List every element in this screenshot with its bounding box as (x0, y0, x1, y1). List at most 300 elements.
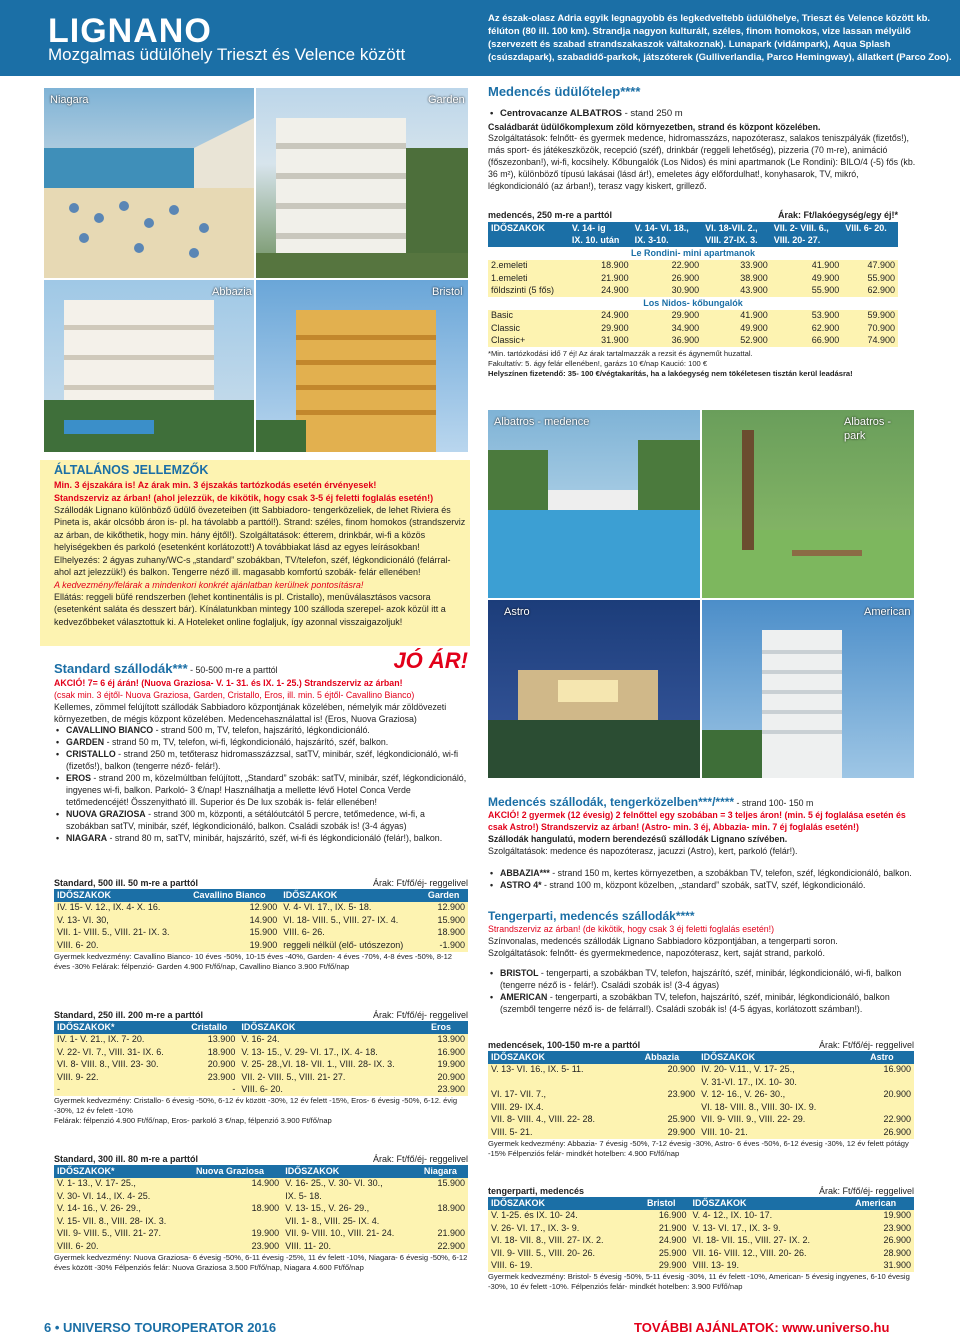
intro-text: Az észak-olasz Adria egyik legnagyobb és legkedveltebb üdülőhelye, Trieszt és Velence között kb. félúton (80 ill. 100 km). Strandja nagyon kulturált, széles, finom homokos, vize lassan mélyülő (szervezett és szabad strandszakaszok váltakoznak). Lunapark (vidámpark), Aqua Splash (csúszdapark), szabadidő-parkok, játszóterek (Gulliverlandia, Parco Hemingway), állatkert (Parco Zoo). (488, 13, 952, 64)
table-cell: VIII. 6- 19. (488, 1260, 644, 1273)
table-cell: Bristol (644, 1197, 689, 1210)
table-cell: - (188, 1084, 238, 1097)
table-cell: 15.900 (425, 914, 468, 927)
table-cell: 12.900 (425, 902, 468, 915)
standard-table3 (54, 1165, 468, 1253)
table-cell: VIII. 5- 21. (488, 1126, 642, 1139)
table-cell: IDŐSZAKOK (698, 1051, 867, 1064)
table-cell: IV. 15- V. 12., IX. 4- X. 16. (54, 902, 190, 915)
table-cell (642, 1076, 699, 1089)
photo-albatros-medence (488, 410, 700, 598)
table-cell: 19.900 (190, 939, 280, 952)
table-row (488, 1051, 914, 1064)
table-cell: V. 13- VI. 16., IX. 5- 11. (488, 1064, 642, 1077)
table-cell: V. 1- 13., V. 17- 25., (54, 1178, 193, 1191)
hotel-list-item (488, 968, 918, 992)
medszall-p2: Szolgáltatások: medence és napozóterasz, jacuzzi (Astro), kert, parkoló (felár!). (488, 846, 798, 857)
table-cell: 1.emeleti (488, 272, 569, 285)
table-cell (867, 1101, 914, 1114)
table-row (488, 222, 898, 235)
standard-hotel-list (54, 725, 468, 845)
table-row (54, 1228, 468, 1241)
table-row (54, 1059, 468, 1072)
table-cell: 55.900 (842, 272, 898, 285)
photo-label-albatros-park: Albatros - park (844, 416, 892, 442)
t3-caption-left: Standard, 300 ill. 80 m-re a parttól (54, 1154, 199, 1164)
table-cell: 47.900 (842, 260, 898, 273)
table-cell: 70.900 (842, 322, 898, 335)
tagline: Mozgalmas üdülőhely Trieszt és Velence között (48, 45, 406, 64)
table-row (54, 1190, 468, 1203)
table-cell: VII. 9- VIII. 9., VIII. 22- 29. (698, 1114, 867, 1127)
table-cell: 20.900 (188, 1059, 238, 1072)
general-l1: Min. 3 éjszakára is! Az árak min. 3 éjszakás tartózkodás esetén érvényesek! (54, 480, 377, 491)
table-cell: 18.900 (569, 260, 632, 273)
table-cell: VIII. 6- 20. (842, 222, 898, 235)
hotel-name: ASTRO 4* (500, 880, 542, 891)
table-cell: IDŐSZAKOK* (54, 1165, 193, 1178)
general-body: Szállodák Lignano különböző üdülő övezeteiben (itt Sabbiadoro- tengerközeliek, de lehet Riviera és Pineta is, akár olcsóbb áron is- pl. ha távolabb a parttól!). Strand: széles, finom homokos (strandszerviz az árban, de kikőthetik, hogy min. hány éjtől!). Szolgáltatások: étterem, drinkbár, wi-fi a közös helyiségekben és parkoló (esetenként korlátozott!) A továbbiakat lásd az egyes leírásokban! Elhelyezés: 2 ágyas zuhany/WC-s „standard” szobákban, TV/telefon, széf, légkondicionáló (felárral- ahol azt jelezzük!) és balkon. Tengerre néző ill. magasabb komfortú szobák- felár ellenében! (54, 505, 466, 578)
table-cell: IDŐSZAKOK (488, 222, 569, 235)
t1-note: Gyermek kedvezmény: Cavallino Bianco- 10 éves -50%, 10-15 éves -40%, Garden- 4 éves -70%, 4-8 éves -50%, 8-12 éves -30% Felárak: félpenzió- Garden 4.900 Ft/fő/nap, Cavallino Bianco 3.900 Ft/fő/nap (54, 951, 453, 971)
table-cell: IV. 20- V.11., V. 17- 25., (698, 1064, 867, 1077)
table-subheader (488, 247, 898, 260)
hotel-list-item (54, 809, 468, 833)
general-l2: Standszerviz az árban! (ahol jelezzük, de kikötik, hogy csak 3-5 éj feletti foglalás esetén!) (54, 492, 434, 503)
general-title: ÁLTALÁNOS JELLEMZŐK (54, 463, 209, 477)
table-cell: VII. 9- VIII. 5., VIII. 21- 27. (54, 1228, 193, 1241)
standard-akcio: AKCIÓ! 7= 6 éj árán! (Nuova Graziosa- V. 1- 31. és IX. 1- 25.) Strandszerviz az árban! (54, 677, 403, 688)
table-cell: V. 16- 24. (238, 1034, 428, 1047)
table-cell: IX. 3-10. (632, 235, 703, 248)
table-row (54, 914, 468, 927)
jo-ar-badge: JÓ ÁR! (393, 648, 468, 673)
table-cell (193, 1190, 282, 1203)
table-cell: V. 12- 16., V. 26- 30., (698, 1089, 867, 1102)
table-cell: V. 4- VI. 17., IX. 5- 18. (280, 902, 425, 915)
table-cell: 16.900 (867, 1064, 914, 1077)
table-cell (642, 1101, 699, 1114)
table-cell: V. 13- 15., V. 29- VI. 17., IX. 4- 18. (238, 1046, 428, 1059)
table-cell: VII. 2- VIII. 5., VIII. 21- 27. (238, 1071, 428, 1084)
t2-caption-right: Árak: Ft/fő/éj- reggelivel (372, 1010, 468, 1020)
table-row (488, 335, 898, 348)
table-cell: 13.900 (428, 1034, 468, 1047)
hotel-name: NUOVA GRAZIOSA (66, 809, 146, 820)
subheader-losnidos: Los Nidos- kőbungalók (488, 297, 898, 310)
medszall-p1: Szállodák hangulatú, modern berendezésű szállodák Lignano szívében. (488, 834, 788, 845)
photo-label-garden: Garden (428, 94, 465, 106)
table-row (488, 260, 898, 273)
table-row (488, 1222, 914, 1235)
table-cell: VI. 18- VIII. 8., VIII. 30- IX. 9. (698, 1101, 867, 1114)
table-cell: VII. 8- VIII. 4., VIII. 22- 28. (488, 1114, 642, 1127)
table-cell: 34.900 (632, 322, 703, 335)
table-cell: 23.900 (193, 1240, 282, 1253)
standard-title: Standard szállodák*** (54, 661, 188, 676)
medszall-title-rest: - strand 100- 150 m (734, 798, 814, 808)
photo-abbazia (44, 280, 254, 452)
standard-section (54, 648, 468, 845)
standard-table1 (54, 889, 468, 952)
table-cell: V. 14- 16., V. 26- 29., (54, 1203, 193, 1216)
medszall-section (488, 794, 918, 892)
bristol-hotel-image (256, 280, 468, 452)
table-cell: 26.900 (632, 272, 703, 285)
table-cell: Basic (488, 310, 569, 323)
table-row (488, 1197, 914, 1210)
standard-table2 (54, 1021, 468, 1096)
table-cell: Garden (425, 889, 468, 902)
table-cell: Eros (428, 1021, 468, 1034)
standard-intro: Kellemes, zömmel felújított szállodák Sabbiadoro központjának közelében, némelyik már zöldövezeti környezetben, de mégis központ közelében. Medencehasználattal is! (Eros, Nuova Graziosa) (54, 701, 447, 724)
table-cell: -1.900 (425, 939, 468, 952)
table-subheader (488, 297, 898, 310)
table-cell: 24.900 (569, 310, 632, 323)
beach-image (44, 88, 254, 278)
photo-american (702, 600, 914, 778)
table-cell: V. 13- VI. 17., IX. 3- 9. (689, 1222, 852, 1235)
table-cell: VIII. 13- 19. (689, 1260, 852, 1273)
table-cell: VI. 18- VII. 8., VIII. 27- IX. 2. (488, 1235, 644, 1248)
t5-wrap (488, 1186, 914, 1292)
table-cell: Cristallo (188, 1021, 238, 1034)
table-cell: 52.900 (702, 335, 771, 348)
table-cell: V. 26- VI. 17., IX. 3- 9. (488, 1222, 644, 1235)
photo-label-niagara: Niagara (50, 94, 89, 106)
hotel-list-item (54, 725, 468, 737)
t5-caption-right: Árak: Ft/fő/éj- reggelivel (818, 1186, 914, 1196)
table-cell: IDŐSZAKOK (488, 1051, 642, 1064)
t5-caption-left: tengerparti, medencés (488, 1186, 585, 1196)
table-cell: 20.900 (428, 1071, 468, 1084)
t3-note: Gyermek kedvezmény: Nuova Graziosa- 6 évesig -50%, 6-11 évesig -25%, 11 év felett -10%, Niagara- 6 évesig -50%, 6-12 éves között -30% Félpenziós felár: Nuova Graziosa 3.500 Ft/fő/nap, Niagara 4.600 Ft/fő/nap (54, 1252, 468, 1272)
table-row (488, 1114, 914, 1127)
table-cell: VI. 18- VIII. 5., VIII. 27- IX. 4. (280, 914, 425, 927)
table-cell: 41.900 (702, 310, 771, 323)
hotel-list-item (54, 773, 468, 809)
table-cell: 19.900 (852, 1210, 914, 1223)
table-cell: - (54, 1084, 188, 1097)
hotel-name: ABBAZIA*** (500, 868, 550, 879)
table-cell: VIII. 11- 20. (282, 1240, 421, 1253)
table-row (488, 1064, 914, 1077)
table-cell: IX. 5- 18. (282, 1190, 421, 1203)
tengerparti-title: Tengerparti, medencés szállodák**** (488, 909, 695, 923)
table-cell: IDŐSZAKOK (238, 1021, 428, 1034)
table-cell: 31.900 (852, 1260, 914, 1273)
photo-label-astro: Astro (504, 606, 530, 618)
table-cell: Classic+ (488, 335, 569, 348)
table-cell: VI. 18- VII. 15., VIII. 27- IX. 2. (689, 1235, 852, 1248)
table-cell: 16.900 (644, 1210, 689, 1223)
table-cell: 12.900 (190, 902, 280, 915)
hotel-list-item (488, 880, 918, 892)
table-cell: V. 22- VI. 7., VIII. 31- IX. 6. (54, 1046, 188, 1059)
table-cell: 14.900 (190, 914, 280, 927)
footer-page-number: 6 • UNIVERSO TOUROPERATOR 2016 (44, 1320, 277, 1335)
hotel-name: BRISTOL (500, 968, 539, 979)
table-cell: 20.900 (867, 1089, 914, 1102)
table-cell: VII. 9- VIII. 5., VIII. 20- 26. (488, 1247, 644, 1260)
table-cell: Classic (488, 322, 569, 335)
hotel-name: CAVALLINO BIANCO (66, 725, 154, 736)
table-row (488, 285, 898, 298)
photo-label-american: American (864, 606, 911, 618)
albatros-item-name: Centrovacanze ALBATROS (500, 108, 622, 120)
table-cell: VIII. 29- IX.4. (488, 1101, 642, 1114)
table-cell: VIII. 9- 22. (54, 1071, 188, 1084)
photo-label-albatros-medence: Albatros - medence (494, 416, 590, 428)
table-cell: 38.900 (702, 272, 771, 285)
table-cell: V. 13- 15., V. 26- 29., (282, 1203, 421, 1216)
table-cell: 36.900 (632, 335, 703, 348)
table-cell: 20.900 (642, 1064, 699, 1077)
table-cell: 18.900 (188, 1046, 238, 1059)
table-row (488, 1089, 914, 1102)
table-cell: 19.900 (193, 1228, 282, 1241)
table-cell: Niagara (421, 1165, 468, 1178)
table-cell: 53.900 (771, 310, 843, 323)
photo-label-abbazia: Abbazia (212, 286, 252, 298)
table-cell: 18.900 (425, 927, 468, 940)
table-cell: VIII. 27-IX. 3. (702, 235, 771, 248)
table-cell: Nuova Graziosa (193, 1165, 282, 1178)
table-cell: 30.900 (632, 285, 703, 298)
hotel-list-item (488, 868, 918, 880)
hotel-description: - strand 200 m, közelmúltban felújított, „Standard” szobák: satTV, minibár, széf, légkondicionáló, ingyenes wi-fi, balkon. Parkoló- 3 €/nap! Használhatja a mellette lévő Hotel Conca Verde tetőmedencéjét! Összenyitható ill. Superior és De lux szobák is- felár ellenében! (66, 773, 467, 808)
table-cell: VII. 9- VIII. 10., VIII. 21- 24. (282, 1228, 421, 1241)
t4-wrap (488, 1040, 914, 1158)
table-row (54, 1215, 468, 1228)
t2-note: Gyermek kedvezmény: Cristallo- 6 évesig -50%, 6-12 év között -30%, 12 év felett -15%, Eros- 6 évesig -50%, 6-12. évig -30%, 12 év felett -10% (54, 1096, 458, 1116)
hotel-description: - strand 80 m, satTV, minibár, hajszárító, széf, wi-fi és légkondicionáló (felár!), balkon. (107, 833, 443, 844)
table-cell: 22.900 (421, 1240, 468, 1253)
table-cell: 19.900 (428, 1059, 468, 1072)
table-cell: Cavallino Bianco (190, 889, 280, 902)
tengerparti-hotel-list (488, 968, 918, 1016)
table-cell: 74.900 (842, 335, 898, 348)
albatros-item-rest: - stand 250 m (621, 108, 683, 120)
table-row (54, 1165, 468, 1178)
hotel-list-item (54, 737, 468, 749)
subheader-rondini: Le Rondini- mini apartmanok (488, 247, 898, 260)
table-cell: 29.900 (632, 310, 703, 323)
hotel-description: - tengerparti, a szobákban TV, telefon, hajszárító, széf, minibár, légkondicionáló, wi-fi, balkon (tengerre néző is - felár!). Családi szobák is! (3-4 ágyas) (500, 968, 902, 991)
table-cell: VI. 8- VIII. 8., VIII. 23- 30. (54, 1059, 188, 1072)
hotel-name: AMERICAN (500, 992, 548, 1003)
table-cell: 21.900 (421, 1228, 468, 1241)
table-row (488, 1247, 914, 1260)
hotel-name: NIAGARA (66, 833, 108, 844)
table-cell: 62.900 (842, 285, 898, 298)
table-cell: 31.900 (569, 335, 632, 348)
table-cell (867, 1076, 914, 1089)
table-cell: IX. 10. után (569, 235, 632, 248)
brand-title: LIGNANO (48, 12, 212, 50)
table-cell: 23.900 (428, 1084, 468, 1097)
table-cell: VIII. 6- 20. (54, 1240, 193, 1253)
table-cell: 13.900 (188, 1034, 238, 1047)
table-cell: VIII. 6- 20. (54, 939, 190, 952)
table-cell: V. 4- 12., IX. 10- 17. (689, 1210, 852, 1223)
albatros-list (488, 108, 918, 120)
american-hotel-image (702, 600, 914, 778)
table-cell: Abbazia (642, 1051, 699, 1064)
table-cell (488, 1076, 642, 1089)
albatros-p1: Családbarát üdülőkomplexum zöld környezetben, strand és központ közelében. (488, 122, 821, 133)
table-cell: 24.900 (569, 285, 632, 298)
table-cell: V. 30- VI. 14., IX. 4- 25. (54, 1190, 193, 1203)
t2-caption-left: Standard, 250 ill. 200 m-re a parttól (54, 1010, 204, 1020)
albatros-note2: Fakultatív: 5. ágy felár ellenében!, garázs 10 €/nap Kaució: 100 € (488, 359, 708, 369)
table-cell: IDŐSZAKOK (54, 889, 190, 902)
table-row (488, 322, 898, 335)
photo-garden (256, 88, 468, 278)
table-cell: 23.900 (852, 1222, 914, 1235)
table-cell: IDŐSZAKOK* (54, 1021, 188, 1034)
table-row (54, 902, 468, 915)
standard-table2-wrap (54, 1010, 468, 1126)
t5-note: Gyermek kedvezmény: Bristol- 5 évesig -50%, 5-11 évesig -30%, 11 év felett -10%, American- 5 évesig ingyenes, 6-10 évesig -30%, 10 év felett -10%. Félpenziós felár- mindkét hotelben: 3.900 Ft/fő/nap (488, 1272, 910, 1292)
hotel-description: - strand 100 m, központ közelben, „standard” szobák, satTV, széf, légkondicionáló. (541, 880, 866, 891)
table-row (54, 1203, 468, 1216)
table-cell: 23.900 (188, 1071, 238, 1084)
table-row (54, 939, 468, 952)
tengerparti-p2: Szolgáltatások: felnőtt- és gyermekmedence, napozóterasz, kert, saját strand, parkoló. (488, 948, 825, 959)
table-cell: American (852, 1197, 914, 1210)
standard-table1-wrap (54, 878, 468, 971)
albatros-title: Medencés üdülőtelep**** (488, 84, 641, 99)
table-row (488, 272, 898, 285)
table-cell: 33.900 (702, 260, 771, 273)
table-row (54, 1021, 468, 1034)
table-cell: 66.900 (771, 335, 843, 348)
table-cell: 21.900 (569, 272, 632, 285)
table-cell: 49.900 (771, 272, 843, 285)
table-cell: 25.900 (644, 1247, 689, 1260)
table-cell: 24.900 (644, 1235, 689, 1248)
hotel-description: - strand 300 m, központi, a sétálóutcától 5 percre, tetőmedence, wi-fi, a szobákban satTV, minibár, széf, légkondicionáló, balkon. Családi szobák is! (3-4 ágyas) (66, 809, 425, 832)
table-cell: 22.900 (632, 260, 703, 273)
hotel-description: - tengerparti, a szobákban TV, telefon, hajszárító, széf, minibár, légkondicionáló, balkon (szemből tengerre néző is- de felárral!). Családi szobák is! (4-5 ágyas, korlátozott számban!). (500, 992, 890, 1015)
table-cell: IDŐSZAKOK (689, 1197, 852, 1210)
table-row (488, 1235, 914, 1248)
albatros-note3: Helyszínen fizetendő: 35- 100 €/végtakarítás, ha a lakóegység nem tökéletesen tisztán kerül leadásra! (488, 368, 853, 378)
medszall-akcio: AKCIÓ! 2 gyermek (12 évesig) 2 felnőttel egy szobában = 3 teljes áron! (min. 5 éj foglalása esetén és csak Astro!) Strandszerviz az árban! (Astro- min. 3 éj, Abbazia- min. 7 éj foglalás esetén!) (488, 810, 906, 833)
table-row (54, 1084, 468, 1097)
hotel-list-item (488, 992, 918, 1016)
medszall-hotel-list (488, 868, 918, 892)
table-row (488, 1076, 914, 1089)
albatros-caption-left: medencés, 250 m-re a parttól (488, 210, 613, 220)
table-cell: V. 15- VII. 8., VIII. 28- IX. 3. (54, 1215, 193, 1228)
table-cell: 43.900 (702, 285, 771, 298)
table-row (488, 1101, 914, 1114)
albatros-p2: Szolgáltatások: felnőtt- és gyermek medence, hidromasszázs, napozóterasz, salakos teniszpályák (fizetős!), más sport- és játékeszközök, recepció (széf), drinkbár (reggeli lehetőség), pizzeria (70 m-re), animáció (főszezonban!), wi-fi, kocsihely. Kőbungalók (Los Nidos) és mini apartmanok (Le Rondini): BILO/4 (-5) fős (kb. 36 m²), különböző típusú lakásai (lásd ár!), emeletes ágy előfordulhat!, konyhasarok, TV, mikró, légkondicionáló (az árban!), terasz vagy kiskert, grillező. (488, 133, 916, 191)
table-row (488, 1126, 914, 1139)
t4-note: Gyermek kedvezmény: Abbazia- 7 évesig -50%, 7-12 évesig -30%, Astro- 6 éves -50%, 6-12 évesig -30%, 12 év felett pótágy -15% Félpenziós felár- mindkét hotelben: 4.900 Ft/fő/nap (488, 1138, 909, 1158)
standard-table3-wrap (54, 1154, 468, 1272)
table-cell: 18.900 (193, 1203, 282, 1216)
table-cell (421, 1215, 468, 1228)
table-cell (421, 1190, 468, 1203)
table-cell (842, 235, 898, 248)
table-cell: IDŐSZAKOK (280, 889, 425, 902)
table-cell: IDŐSZAKOK (282, 1165, 421, 1178)
table-row (54, 1178, 468, 1191)
table-cell: 18.900 (421, 1203, 468, 1216)
table-cell: reggeli nélkül (elő- utószezon) (280, 939, 425, 952)
table-cell: VIII. 6- 26. (280, 927, 425, 940)
footer-website-link[interactable]: TOVÁBBI AJÁNLATOK: www.universo.hu (634, 1320, 890, 1335)
hotel-name: CRISTALLO (66, 749, 116, 760)
table-row (54, 1071, 468, 1084)
t2-note2: Felárak: félpenzió 4.900 Ft/fő/nap, Eros- parkoló 3 €/nap, félpenzió 3.900 Ft/fő/nap (54, 1115, 332, 1125)
astro-hotel-image (488, 600, 700, 778)
t3-caption-right: Árak: Ft/fő/éj- reggelivel (372, 1154, 468, 1164)
table-cell: V. 1-25. és IX. 10- 24. (488, 1210, 644, 1223)
table-cell: 29.900 (644, 1260, 689, 1273)
table-cell: VII. 16- VIII. 12., VIII. 20- 26. (689, 1247, 852, 1260)
table-cell: VIII. 20- 27. (771, 235, 843, 248)
table-cell: 15.900 (190, 927, 280, 940)
hotel-list-item (54, 749, 468, 773)
medszall-title: Medencés szállodák, tengerközelben***/**** (488, 795, 735, 809)
table-cell: VIII. 6- 20. (238, 1084, 428, 1097)
hotel-name: EROS (66, 773, 91, 784)
hotel-list-item (54, 833, 468, 845)
table-cell: 25.900 (642, 1114, 699, 1127)
table-row (54, 1046, 468, 1059)
table-row (54, 1240, 468, 1253)
albatros-price-table (488, 222, 898, 347)
table-cell: V. 16- 25., V. 30- VI. 30., (282, 1178, 421, 1191)
table-cell (193, 1215, 282, 1228)
hotel-description: - strand 150 m, kertes környezetben, a szobákban TV, telefon, széf, légkondicionáló, balkon. (549, 868, 912, 879)
general-section (54, 462, 466, 628)
table-cell: 23.900 (642, 1089, 699, 1102)
table-cell: IV. 1- V. 21., IX. 7- 20. (54, 1034, 188, 1047)
photo-niagara (44, 88, 254, 278)
photo-astro (488, 600, 700, 778)
photo-bristol (256, 280, 468, 452)
abbazia-hotel-image (44, 280, 254, 452)
table-cell: földszinti (5 fős) (488, 285, 569, 298)
table-cell: VI. 17- VII. 7., (488, 1089, 642, 1102)
table-cell (488, 235, 569, 248)
albatros-item (488, 108, 918, 120)
table-cell: 16.900 (428, 1046, 468, 1059)
tengerparti-table (488, 1197, 914, 1272)
albatros-note1: *Min. tartózkodási idő 7 éj! Az árak tartalmazzák a rezsit és ágyneműt huzattal. (488, 349, 753, 359)
hotel-description: - strand 50 m, TV, telefon, wi-fi, légkondicionáló, hajszárító, széf, balkon. (104, 737, 389, 748)
table-row (54, 889, 468, 902)
table-cell: 29.900 (642, 1126, 699, 1139)
table-cell: V. 13- VI. 30, (54, 914, 190, 927)
hotel-description: - strand 250 m, tetőterasz hidromasszázzsal, satTV, minibár, széf, légkondicionáló, wi-fi (fizetős!), balkon (tengerre néző- felár!). (66, 749, 459, 772)
table-cell: 28.900 (852, 1247, 914, 1260)
table-cell: VII. 2- VIII. 6., (771, 222, 843, 235)
table-row (488, 310, 898, 323)
table-cell: V. 14- VI. 18., (632, 222, 703, 235)
general-body2: Ellátás: reggeli büfé rendszerben (lehet kontinentális is pl. Cristallo), menüválasztásos vacsora (esetenként saláta és desszert bár). Kínálatunkban mintegy 100 szálloda szerepel- azok közül itt a kedvezőbbeket választottuk ki. A Hoteleket online foglaljuk, így azonnal visszaigazoljuk! (54, 591, 446, 627)
hotel-name: GARDEN (66, 737, 105, 748)
photo-albatros-park (702, 410, 914, 598)
table-cell: VIII. 10- 21. (698, 1126, 867, 1139)
table-cell: 59.900 (842, 310, 898, 323)
t4-caption-right: Árak: Ft/fő/éj- reggelivel (818, 1040, 914, 1050)
